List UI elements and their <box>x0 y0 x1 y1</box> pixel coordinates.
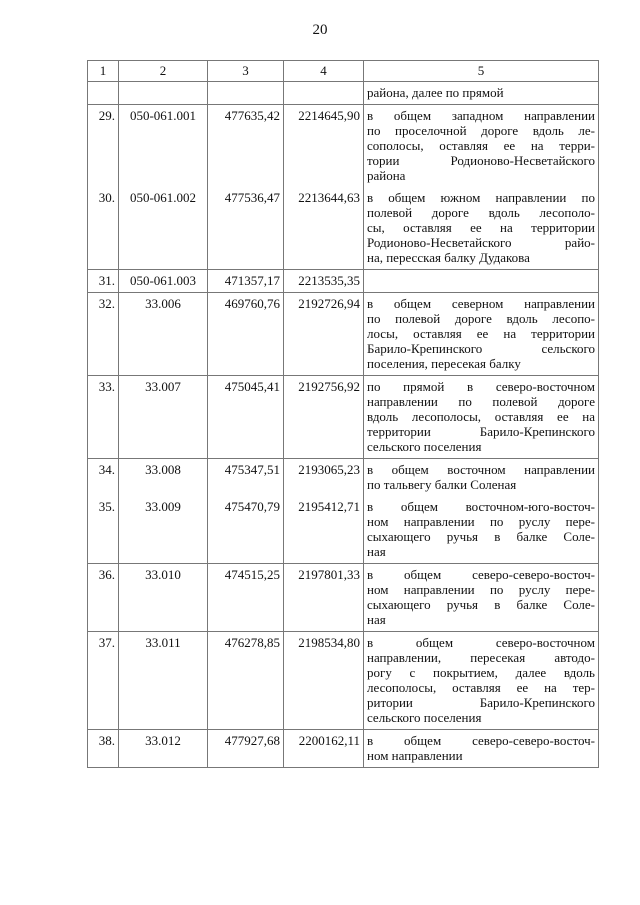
description-line: сельского поселения <box>367 710 482 725</box>
row-number: 31. <box>88 270 119 293</box>
table-row <box>88 293 599 376</box>
page-number: 20 <box>312 22 328 38</box>
y-coordinate: 2193065,23 <box>284 459 364 497</box>
description-line: сополосы, оставляя ее на терри- <box>367 138 595 153</box>
point-code: 33.011 <box>119 632 208 730</box>
row-number: 34. <box>88 459 119 497</box>
description-line: на, пересская балку Дудакова <box>367 250 530 265</box>
y-coordinate: 2192726,94 <box>284 293 364 376</box>
description-line: в общем северном направлении <box>367 296 595 311</box>
description-line: вдоль лесополосы, оставляя ее на <box>367 409 595 424</box>
point-code: 050-061.002 <box>119 187 208 270</box>
description-line: в общем северо-северо-восточ- <box>367 733 595 748</box>
y-coordinate: 2214645,90 <box>284 105 364 188</box>
y-coordinate: 2198534,80 <box>284 632 364 730</box>
table-row <box>88 564 599 632</box>
description-line: сельского поселения <box>367 439 482 454</box>
description-line: по прямой в северо-восточном <box>367 379 595 394</box>
description-line: по тальвегу балки Соленая <box>367 477 517 492</box>
y-coordinate: 2213535,35 <box>284 270 364 293</box>
description-line: полевой дороге вдоль лесополо- <box>367 205 595 220</box>
description-line: направлении, пересекая автодо- <box>367 650 595 665</box>
point-code: 33.009 <box>119 496 208 564</box>
table-row <box>88 105 599 188</box>
y-coordinate: 2197801,33 <box>284 564 364 632</box>
y-coordinate: 2195412,71 <box>284 496 364 564</box>
header-col-5: 5 <box>364 61 599 82</box>
description-line: территории Барило-Крепинского <box>367 424 595 439</box>
x-coordinate: 476278,85 <box>208 632 284 730</box>
y-coordinate: 2200162,11 <box>284 730 364 768</box>
description-line: рогу с покрытием, далее вдоль <box>367 665 595 680</box>
description-line: поселения, пересекая балку <box>367 356 521 371</box>
boundary-description <box>364 270 599 293</box>
row-number: 33. <box>88 376 119 459</box>
description-line: ритории Барило-Крепинского <box>367 695 595 710</box>
table-row <box>88 459 599 497</box>
x-coordinate: 477536,47 <box>208 187 284 270</box>
y-coordinate: 2213644,63 <box>284 187 364 270</box>
description-line: сыхающего ручья в балке Соле- <box>367 597 595 612</box>
y-coordinate: 2192756,92 <box>284 376 364 459</box>
description-line: в общем западном направлении <box>367 108 595 123</box>
description-line: ном направлении <box>367 748 463 763</box>
row-number: 29. <box>88 105 119 188</box>
table-row <box>88 496 599 564</box>
x-coordinate: 471357,17 <box>208 270 284 293</box>
table-row <box>88 730 599 768</box>
row-number: 32. <box>88 293 119 376</box>
x-coordinate <box>208 82 284 105</box>
description-line: ная <box>367 612 386 627</box>
row-number: 35. <box>88 496 119 564</box>
table-row <box>88 270 599 293</box>
description-line: в общем восточном направлении <box>367 462 595 477</box>
x-coordinate: 474515,25 <box>208 564 284 632</box>
table-row <box>88 376 599 459</box>
row-number <box>88 82 119 105</box>
point-code: 33.008 <box>119 459 208 497</box>
row-number: 30. <box>88 187 119 270</box>
table-row <box>88 632 599 730</box>
table-row <box>88 187 599 270</box>
boundary-description <box>364 632 599 730</box>
boundary-description <box>364 459 599 497</box>
description-line: района <box>367 168 406 183</box>
boundary-description <box>364 564 599 632</box>
description-line: Барило-Крепинского сельского <box>367 341 595 356</box>
boundary-description <box>364 82 599 105</box>
description-line: лосы, оставляя ее на территории <box>367 326 595 341</box>
description-line: лесополосы, оставляя ее на тер- <box>367 680 595 695</box>
point-code <box>119 82 208 105</box>
header-col-4: 4 <box>284 61 364 82</box>
point-code: 050-061.001 <box>119 105 208 188</box>
description-line: ная <box>367 544 386 559</box>
description-line: по проселочной дороге вдоль ле- <box>367 123 595 138</box>
x-coordinate: 469760,76 <box>208 293 284 376</box>
point-code: 33.012 <box>119 730 208 768</box>
description-line: ном направлении по руслу пере- <box>367 514 595 529</box>
boundary-description <box>364 293 599 376</box>
description-line: тории Родионово-Несветайского <box>367 153 595 168</box>
description-line: в общем южном направлении по <box>367 190 595 205</box>
boundary-description <box>364 730 599 768</box>
table-row <box>88 82 599 105</box>
boundary-description <box>364 376 599 459</box>
description-line: в общем восточном-юго-восточ- <box>367 499 595 514</box>
description-line: в общем северо-восточном <box>367 635 595 650</box>
description-line: направлении по полевой дороге <box>367 394 595 409</box>
x-coordinate: 475045,41 <box>208 376 284 459</box>
row-number: 36. <box>88 564 119 632</box>
x-coordinate: 475470,79 <box>208 496 284 564</box>
x-coordinate: 477635,42 <box>208 105 284 188</box>
header-col-2: 2 <box>119 61 208 82</box>
boundary-description <box>364 187 599 270</box>
header-col-1: 1 <box>88 61 119 82</box>
point-code: 050-061.003 <box>119 270 208 293</box>
boundary-description <box>364 496 599 564</box>
description-line: сы, оставляя ее на территории <box>367 220 595 235</box>
y-coordinate <box>284 82 364 105</box>
description-line: ном направлении по руслу пере- <box>367 582 595 597</box>
description-line: сыхающего ручья в балке Соле- <box>367 529 595 544</box>
row-number: 38. <box>88 730 119 768</box>
x-coordinate: 477927,68 <box>208 730 284 768</box>
description-line: района, далее по прямой <box>367 85 504 100</box>
x-coordinate: 475347,51 <box>208 459 284 497</box>
point-code: 33.007 <box>119 376 208 459</box>
header-col-3: 3 <box>208 61 284 82</box>
row-number: 37. <box>88 632 119 730</box>
description-line: по полевой дороге вдоль лесопо- <box>367 311 595 326</box>
table-header-row <box>88 61 599 82</box>
boundary-points-table <box>87 60 599 768</box>
boundary-description <box>364 105 599 188</box>
point-code: 33.010 <box>119 564 208 632</box>
description-line: Родионово-Несветайского райо- <box>367 235 595 250</box>
description-line: в общем северо-северо-восточ- <box>367 567 595 582</box>
point-code: 33.006 <box>119 293 208 376</box>
